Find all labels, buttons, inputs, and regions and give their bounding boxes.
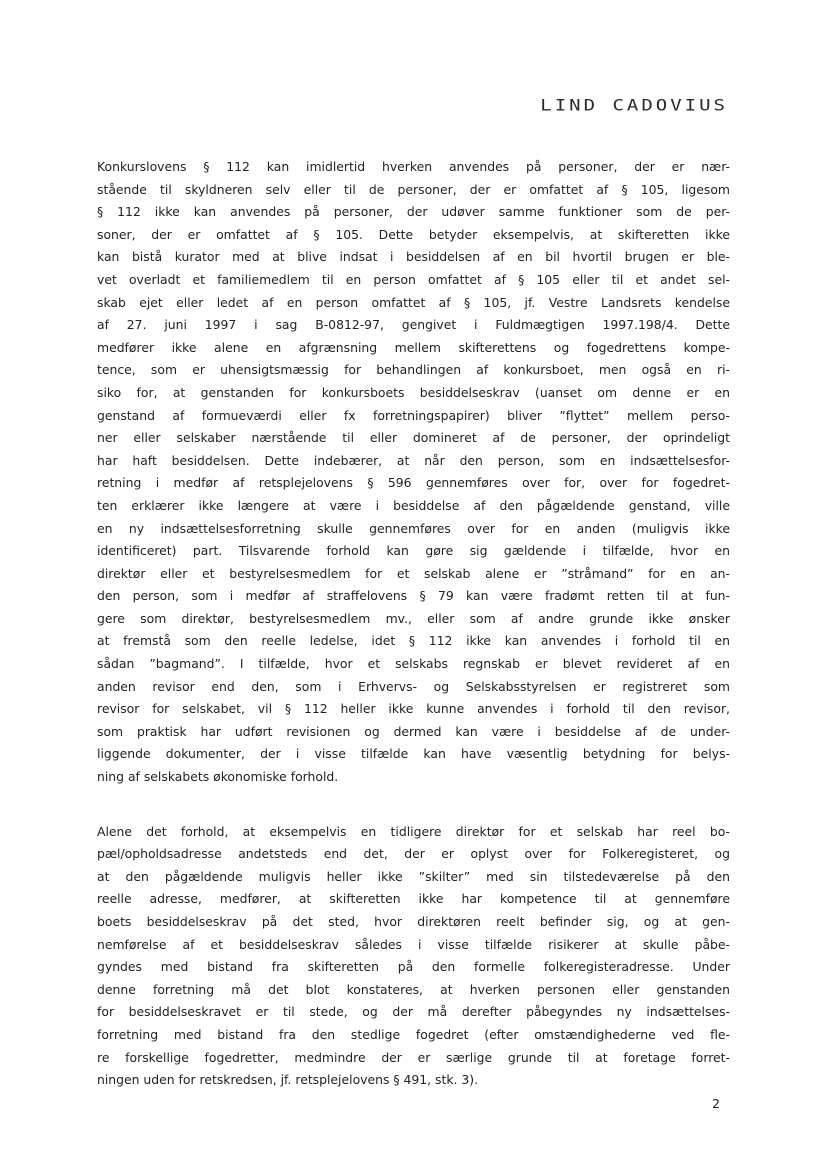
- company-logo: LIND CADOVIUS: [540, 96, 728, 115]
- text-line: har haft besiddelsen. Dette indebærer, at når den person, som en indsættelsesfor-: [97, 452, 730, 468]
- text-line: direktør eller et bestyrelsesmedlem for et selskab alene er ”stråmand” for en an-: [97, 565, 730, 581]
- text-line: ningen uden for retskredsen, jf. retsplejelovens § 491, stk. 3).: [97, 1072, 479, 1088]
- text-line: Alene det forhold, at eksempelvis en tidligere direktør for et selskab har reel bo-: [97, 823, 730, 839]
- text-line: sådan ”bagmand”. I tilfælde, hvor et selskabs regnskab er blevet revideret af en: [97, 656, 730, 672]
- text-line: gere som direktør, bestyrelsesmedlem mv., eller som af andre grunde ikke ønsker: [97, 610, 730, 626]
- text-line: retning i medfør af retsplejelovens § 596 gennemføres over for, over for fogedret-: [97, 475, 730, 491]
- text-line: denne forretning må det blot konstateres, at hverken personen eller genstanden: [97, 981, 730, 997]
- text-line: reelle adresse, medfører, at skifteretten ikke har kompetence til at gennemføre: [97, 891, 730, 907]
- text-line: soner, der er omfattet af § 105. Dette betyder eksempelvis, at skifteretten ikke: [97, 226, 730, 242]
- text-line: gyndes med bistand fra skifteretten på den formelle folkeregisteradresse. Under: [97, 959, 730, 975]
- text-line: vet overladt et familiemedlem til en person omfattet af § 105 eller til et andet sel-: [97, 271, 730, 287]
- text-line: forretning med bistand fra den stedlige fogedret (efter omstændighederne ved fle-: [97, 1026, 730, 1042]
- text-line: skab ejet eller ledet af en person omfattet af § 105, jf. Vestre Landsrets kendelse: [97, 294, 730, 310]
- text-line: tence, som er uhensigtsmæssig for behandlingen af konkursboet, men også en ri-: [97, 362, 730, 378]
- text-line: ten erklærer ikke længere at være i besiddelse af den pågældende genstand, ville: [97, 497, 730, 513]
- text-line: anden revisor end den, som i Erhvervs- og Selskabsstyrelsen er registreret som: [97, 678, 730, 694]
- text-line: medfører ikke alene en afgrænsning mellem skifterettens og fogedrettens kompe-: [97, 339, 730, 355]
- text-line: som praktisk har udført revisionen og dermed kan være i besiddelse af de under-: [97, 723, 730, 739]
- text-line: revisor for selskabet, vil § 112 heller ikke kunne anvendes i forhold til den revisor,: [97, 701, 730, 717]
- text-line: at den pågældende muligvis heller ikke ”skilter” med sin tilstedeværelse på den: [97, 868, 730, 884]
- text-line: siko for, at genstanden for konkursboets besiddelseskrav (uanset om denne er en: [97, 384, 730, 400]
- text-line: ner eller selskaber nærstående til eller domineret af de personer, der oprindeligt: [97, 430, 730, 446]
- text-line: identificeret) part. Tilsvarende forhold kan gøre sig gældende i tilfælde, hvor en: [97, 543, 730, 559]
- page-number: 2: [712, 1096, 720, 1111]
- text-line: re forskellige fogedretter, medmindre der er særlige grunde til at foretage forret-: [97, 1049, 730, 1065]
- text-line: stående til skyldneren selv eller til de personer, der er omfattet af § 105, ligesom: [97, 181, 730, 197]
- text-line: at fremstå som den reelle ledelse, idet § 112 ikke kan anvendes i forhold til en: [97, 633, 730, 649]
- document-body: [97, 156, 730, 1092]
- text-line: nemførelse af et besiddelseskrav således i visse tilfælde risikerer at skulle påbe-: [97, 936, 730, 952]
- text-line: Konkurslovens § 112 kan imidlertid hverken anvendes på personer, der er nær-: [97, 159, 730, 174]
- text-line: § 112 ikke kan anvendes på personer, der udøver samme funktioner som de per-: [97, 204, 730, 220]
- paragraph-spacer: [97, 789, 730, 821]
- text-line: kan bistå kurator med at blive indsat i besiddelsen af en bil hvortil brugen er ble-: [97, 249, 730, 265]
- paragraph: [97, 821, 730, 1092]
- paragraph: [97, 156, 730, 789]
- text-line: boets besiddelseskrav på det sted, hvor direktøren reelt befinder sig, og at gen-: [97, 914, 730, 929]
- text-line: den person, som i medfør af straffelovens § 79 kan være fradømt retten til at fun-: [97, 588, 730, 604]
- text-line: af 27. juni 1997 i sag B-0812-97, gengivet i Fuldmægtigen 1997.198/4. Dette: [97, 317, 730, 333]
- text-line: for besiddelseskravet er til stede, og der må derefter påbegyndes ny indsættelses-: [97, 1004, 730, 1020]
- text-line: liggende dokumenter, der i visse tilfælde kan have væsentlig betydning for belys-: [97, 746, 730, 762]
- text-line: pæl/opholdsadresse andetsteds end det, der er oplyst over for Folkeregisteret, og: [97, 846, 730, 862]
- text-line: ning af selskabets økonomiske forhold.: [97, 769, 339, 785]
- text-line: en ny indsættelsesforretning skulle gennemføres over for en anden (muligvis ikke: [97, 520, 730, 536]
- text-line: genstand af formueværdi eller fx forretningspapirer) bliver ”flyttet” mellem perso-: [97, 407, 730, 423]
